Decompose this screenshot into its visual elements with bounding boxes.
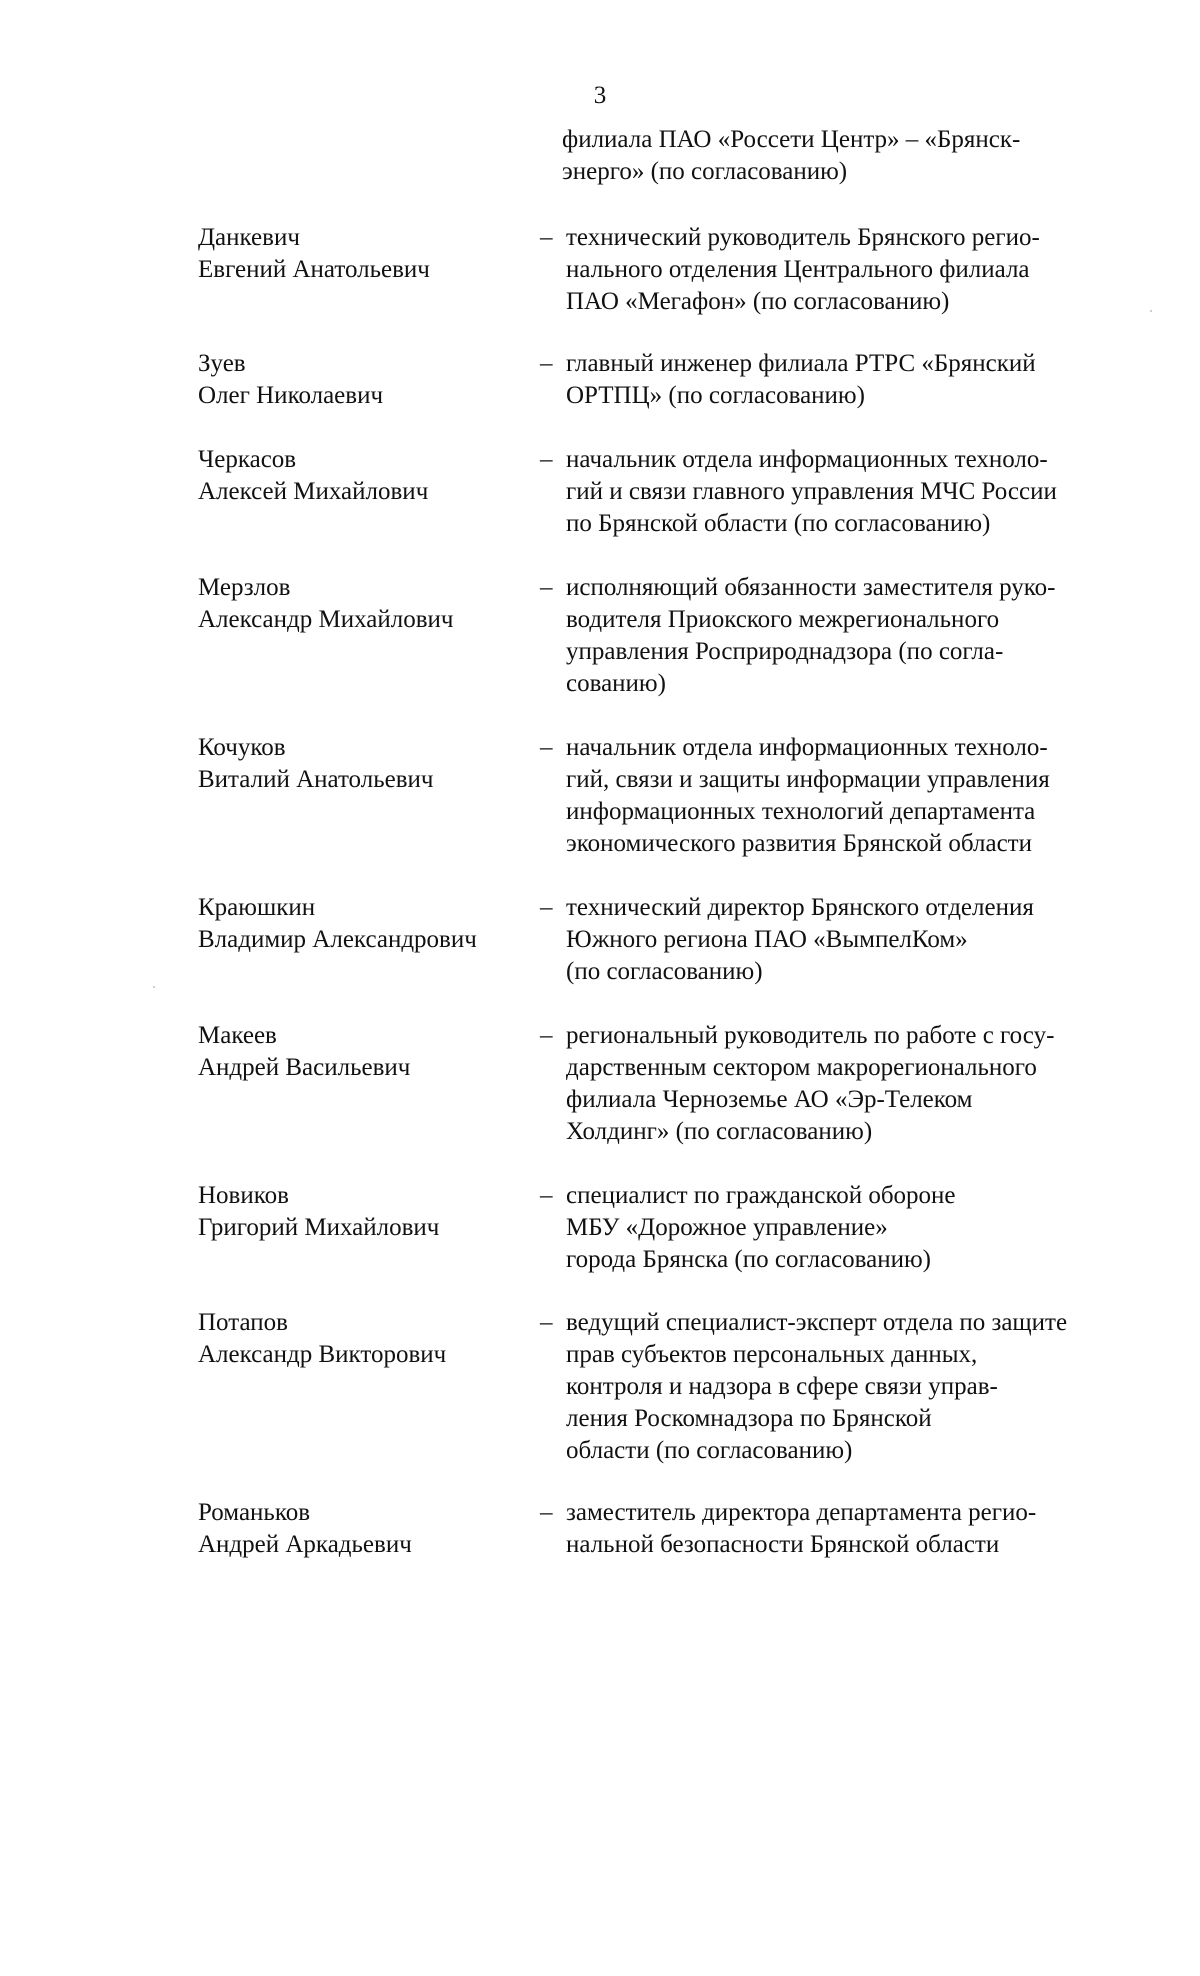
entry-dash: –: [540, 446, 553, 473]
member-position: [566, 348, 1126, 412]
position-line: гий, связи и защиты информации управления: [566, 766, 1050, 793]
position-line: водителя Приокского межрегионального: [566, 606, 1000, 633]
member-name: [198, 1497, 538, 1561]
entry-dash: –: [540, 734, 553, 761]
entry-dash: –: [540, 1022, 553, 1049]
member-given-names: Евгений Анатольевич: [198, 256, 430, 283]
member-position: [566, 1497, 1126, 1561]
position-line: технический руководитель Брянского регио-: [566, 224, 1040, 251]
member-given-names: Андрей Васильевич: [198, 1054, 411, 1081]
member-surname: Новиков: [198, 1182, 289, 1209]
member-position: [566, 732, 1126, 860]
member-name: [198, 1180, 538, 1244]
member-position: [566, 222, 1126, 318]
position-line: МБУ «Дорожное управление»: [566, 1214, 888, 1241]
intro-continuation: [562, 124, 1122, 188]
position-line: ления Роскомнадзора по Брянской: [566, 1405, 932, 1432]
position-line: области (по согласованию): [566, 1437, 853, 1464]
page-number: 3: [593, 82, 607, 109]
member-given-names: Виталий Анатольевич: [198, 766, 434, 793]
entry-dash: –: [540, 1499, 553, 1526]
position-line: информационных технологий департамента: [566, 798, 1036, 825]
position-line: главный инженер филиала РТРС «Брянский: [566, 350, 1036, 377]
position-line: дарственным сектором макрорегионального: [566, 1054, 1037, 1081]
position-line: экономического развития Брянской области: [566, 830, 1032, 857]
entry-dash: –: [540, 224, 553, 251]
member-name: [198, 892, 538, 956]
member-surname: Мерзлов: [198, 574, 291, 601]
member-surname: Черкасов: [198, 446, 297, 473]
position-line: начальник отдела информационных техноло-: [566, 734, 1048, 761]
member-position: [566, 1180, 1126, 1276]
position-line: Южного региона ПАО «ВымпелКом»: [566, 926, 968, 953]
position-line: гий и связи главного управления МЧС России: [566, 478, 1057, 505]
member-surname: Макеев: [198, 1022, 277, 1049]
position-line: города Брянска (по согласованию): [566, 1246, 931, 1273]
member-given-names: Алексей Михайлович: [198, 478, 429, 505]
entry-dash: –: [540, 894, 553, 921]
entry-dash: –: [540, 574, 553, 601]
member-position: [566, 572, 1126, 700]
position-line: исполняющий обязанности заместителя руко-: [566, 574, 1056, 601]
scan-artifact: [153, 986, 155, 988]
position-line: сованию): [566, 670, 666, 697]
member-surname: Данкевич: [198, 224, 300, 251]
member-surname: Зуев: [198, 350, 246, 377]
position-line: региональный руководитель по работе с госу-: [566, 1022, 1055, 1049]
intro-line: энерго» (по согласованию): [562, 158, 848, 185]
member-position: [566, 1307, 1126, 1467]
position-line: по Брянской области (по согласованию): [566, 510, 991, 537]
member-surname: Романьков: [198, 1499, 311, 1526]
entry-dash: –: [540, 1182, 553, 1209]
member-name: [198, 1307, 538, 1371]
scan-artifact: [1150, 310, 1152, 312]
position-line: специалист по гражданской обороне: [566, 1182, 956, 1209]
member-given-names: Григорий Михайлович: [198, 1214, 440, 1241]
member-surname: Кочуков: [198, 734, 286, 761]
member-position: [566, 444, 1126, 540]
member-given-names: Владимир Александрович: [198, 926, 477, 953]
position-line: контроля и надзора в сфере связи управ-: [566, 1373, 998, 1400]
position-line: ПАО «Мегафон» (по согласованию): [566, 288, 950, 315]
position-line: технический директор Брянского отделения: [566, 894, 1034, 921]
position-line: нального отделения Центрального филиала: [566, 256, 1030, 283]
position-line: начальник отдела информационных техноло-: [566, 446, 1048, 473]
member-name: [198, 732, 538, 796]
member-surname: Потапов: [198, 1309, 288, 1336]
member-given-names: Андрей Аркадьевич: [198, 1531, 412, 1558]
position-line: Холдинг» (по согласованию): [566, 1118, 873, 1145]
member-position: [566, 892, 1126, 988]
member-name: [198, 444, 538, 508]
member-name: [198, 222, 538, 286]
member-position: [566, 1020, 1126, 1148]
member-given-names: Александр Викторович: [198, 1341, 447, 1368]
member-name: [198, 572, 538, 636]
position-line: ведущий специалист-эксперт отдела по защите: [566, 1309, 1068, 1336]
member-name: [198, 348, 538, 412]
member-given-names: Александр Михайлович: [198, 606, 454, 633]
position-line: филиала Черноземье АО «Эр-Телеком: [566, 1086, 973, 1113]
position-line: нальной безопасности Брянской области: [566, 1531, 1000, 1558]
entry-dash: –: [540, 350, 553, 377]
member-given-names: Олег Николаевич: [198, 382, 384, 409]
intro-line: филиала ПАО «Россети Центр» – «Брянск-: [562, 126, 1021, 153]
entry-dash: –: [540, 1309, 553, 1336]
position-line: прав субъектов персональных данных,: [566, 1341, 978, 1368]
position-line: ОРТПЦ» (по согласованию): [566, 382, 865, 409]
member-surname: Краюшкин: [198, 894, 316, 921]
position-line: заместитель директора департамента регио-: [566, 1499, 1037, 1526]
position-line: (по согласованию): [566, 958, 763, 985]
member-name: [198, 1020, 538, 1084]
position-line: управления Росприроднадзора (по согла-: [566, 638, 1004, 665]
